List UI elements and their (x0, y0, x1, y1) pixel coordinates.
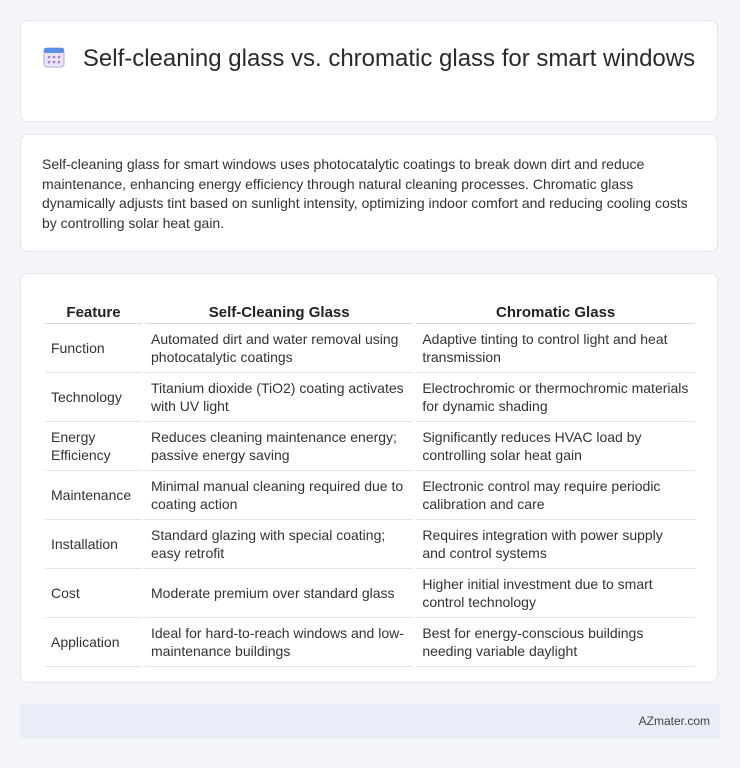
self-cleaning-cell: Reduces cleaning maintenance energy; passive energy saving (145, 422, 413, 471)
chromatic-cell: Electrochromic or thermochromic materials for dynamic shading (416, 373, 695, 422)
header-self-cleaning: Self-Cleaning Glass (145, 294, 413, 324)
header-feature: Feature (45, 294, 142, 324)
table-row (45, 422, 695, 471)
table-row (45, 520, 695, 569)
table-row (45, 471, 695, 520)
table-header-row (45, 294, 695, 324)
intro-card (20, 134, 718, 252)
feature-cell: Cost (45, 569, 142, 618)
feature-cell: Energy Efficiency (45, 422, 142, 471)
feature-cell: Maintenance (45, 471, 142, 520)
table-row (45, 569, 695, 618)
title-card (20, 20, 718, 122)
table-row (45, 618, 695, 667)
chromatic-cell: Requires integration with power supply and control systems (416, 520, 695, 569)
chromatic-cell: Higher initial investment due to smart control technology (416, 569, 695, 618)
chromatic-cell: Adaptive tinting to control light and heat transmission (416, 324, 695, 373)
page-title-wrap (21, 44, 717, 73)
table-row (45, 324, 695, 373)
self-cleaning-cell: Automated dirt and water removal using photocatalytic coatings (145, 324, 413, 373)
self-cleaning-cell: Ideal for hard-to-reach windows and low-maintenance buildings (145, 618, 413, 667)
feature-cell: Function (45, 324, 142, 373)
self-cleaning-cell: Moderate premium over standard glass (145, 569, 413, 618)
footer-site-link[interactable]: AZmater.com (638, 714, 710, 728)
self-cleaning-cell: Titanium dioxide (TiO2) coating activates with UV light (145, 373, 413, 422)
table-row (45, 373, 695, 422)
intro-paragraph: Self-cleaning glass for smart windows uses photocatalytic coatings to break down dirt and reduce maintenance, enhancing energy efficiency through natural cleaning processes. Chromatic glass dynamically adjusts tint based on sunlight intensity, optimizing indoor comfort and reducing cooling costs by controlling solar heat gain. (42, 156, 688, 231)
feature-cell: Installation (45, 520, 142, 569)
self-cleaning-cell: Standard glazing with special coating; easy retrofit (145, 520, 413, 569)
comparison-table (42, 294, 698, 667)
calendar-icon (43, 46, 65, 68)
header-chromatic: Chromatic Glass (416, 294, 695, 324)
footer-bar (20, 704, 720, 738)
self-cleaning-cell: Minimal manual cleaning required due to coating action (145, 471, 413, 520)
comparison-card (20, 273, 718, 683)
feature-cell: Application (45, 618, 142, 667)
chromatic-cell: Best for energy-conscious buildings needing variable daylight (416, 618, 695, 667)
chromatic-cell: Electronic control may require periodic calibration and care (416, 471, 695, 520)
page-title: Self-cleaning glass vs. chromatic glass for smart windows (82, 45, 696, 72)
feature-cell: Technology (45, 373, 142, 422)
chromatic-cell: Significantly reduces HVAC load by controlling solar heat gain (416, 422, 695, 471)
